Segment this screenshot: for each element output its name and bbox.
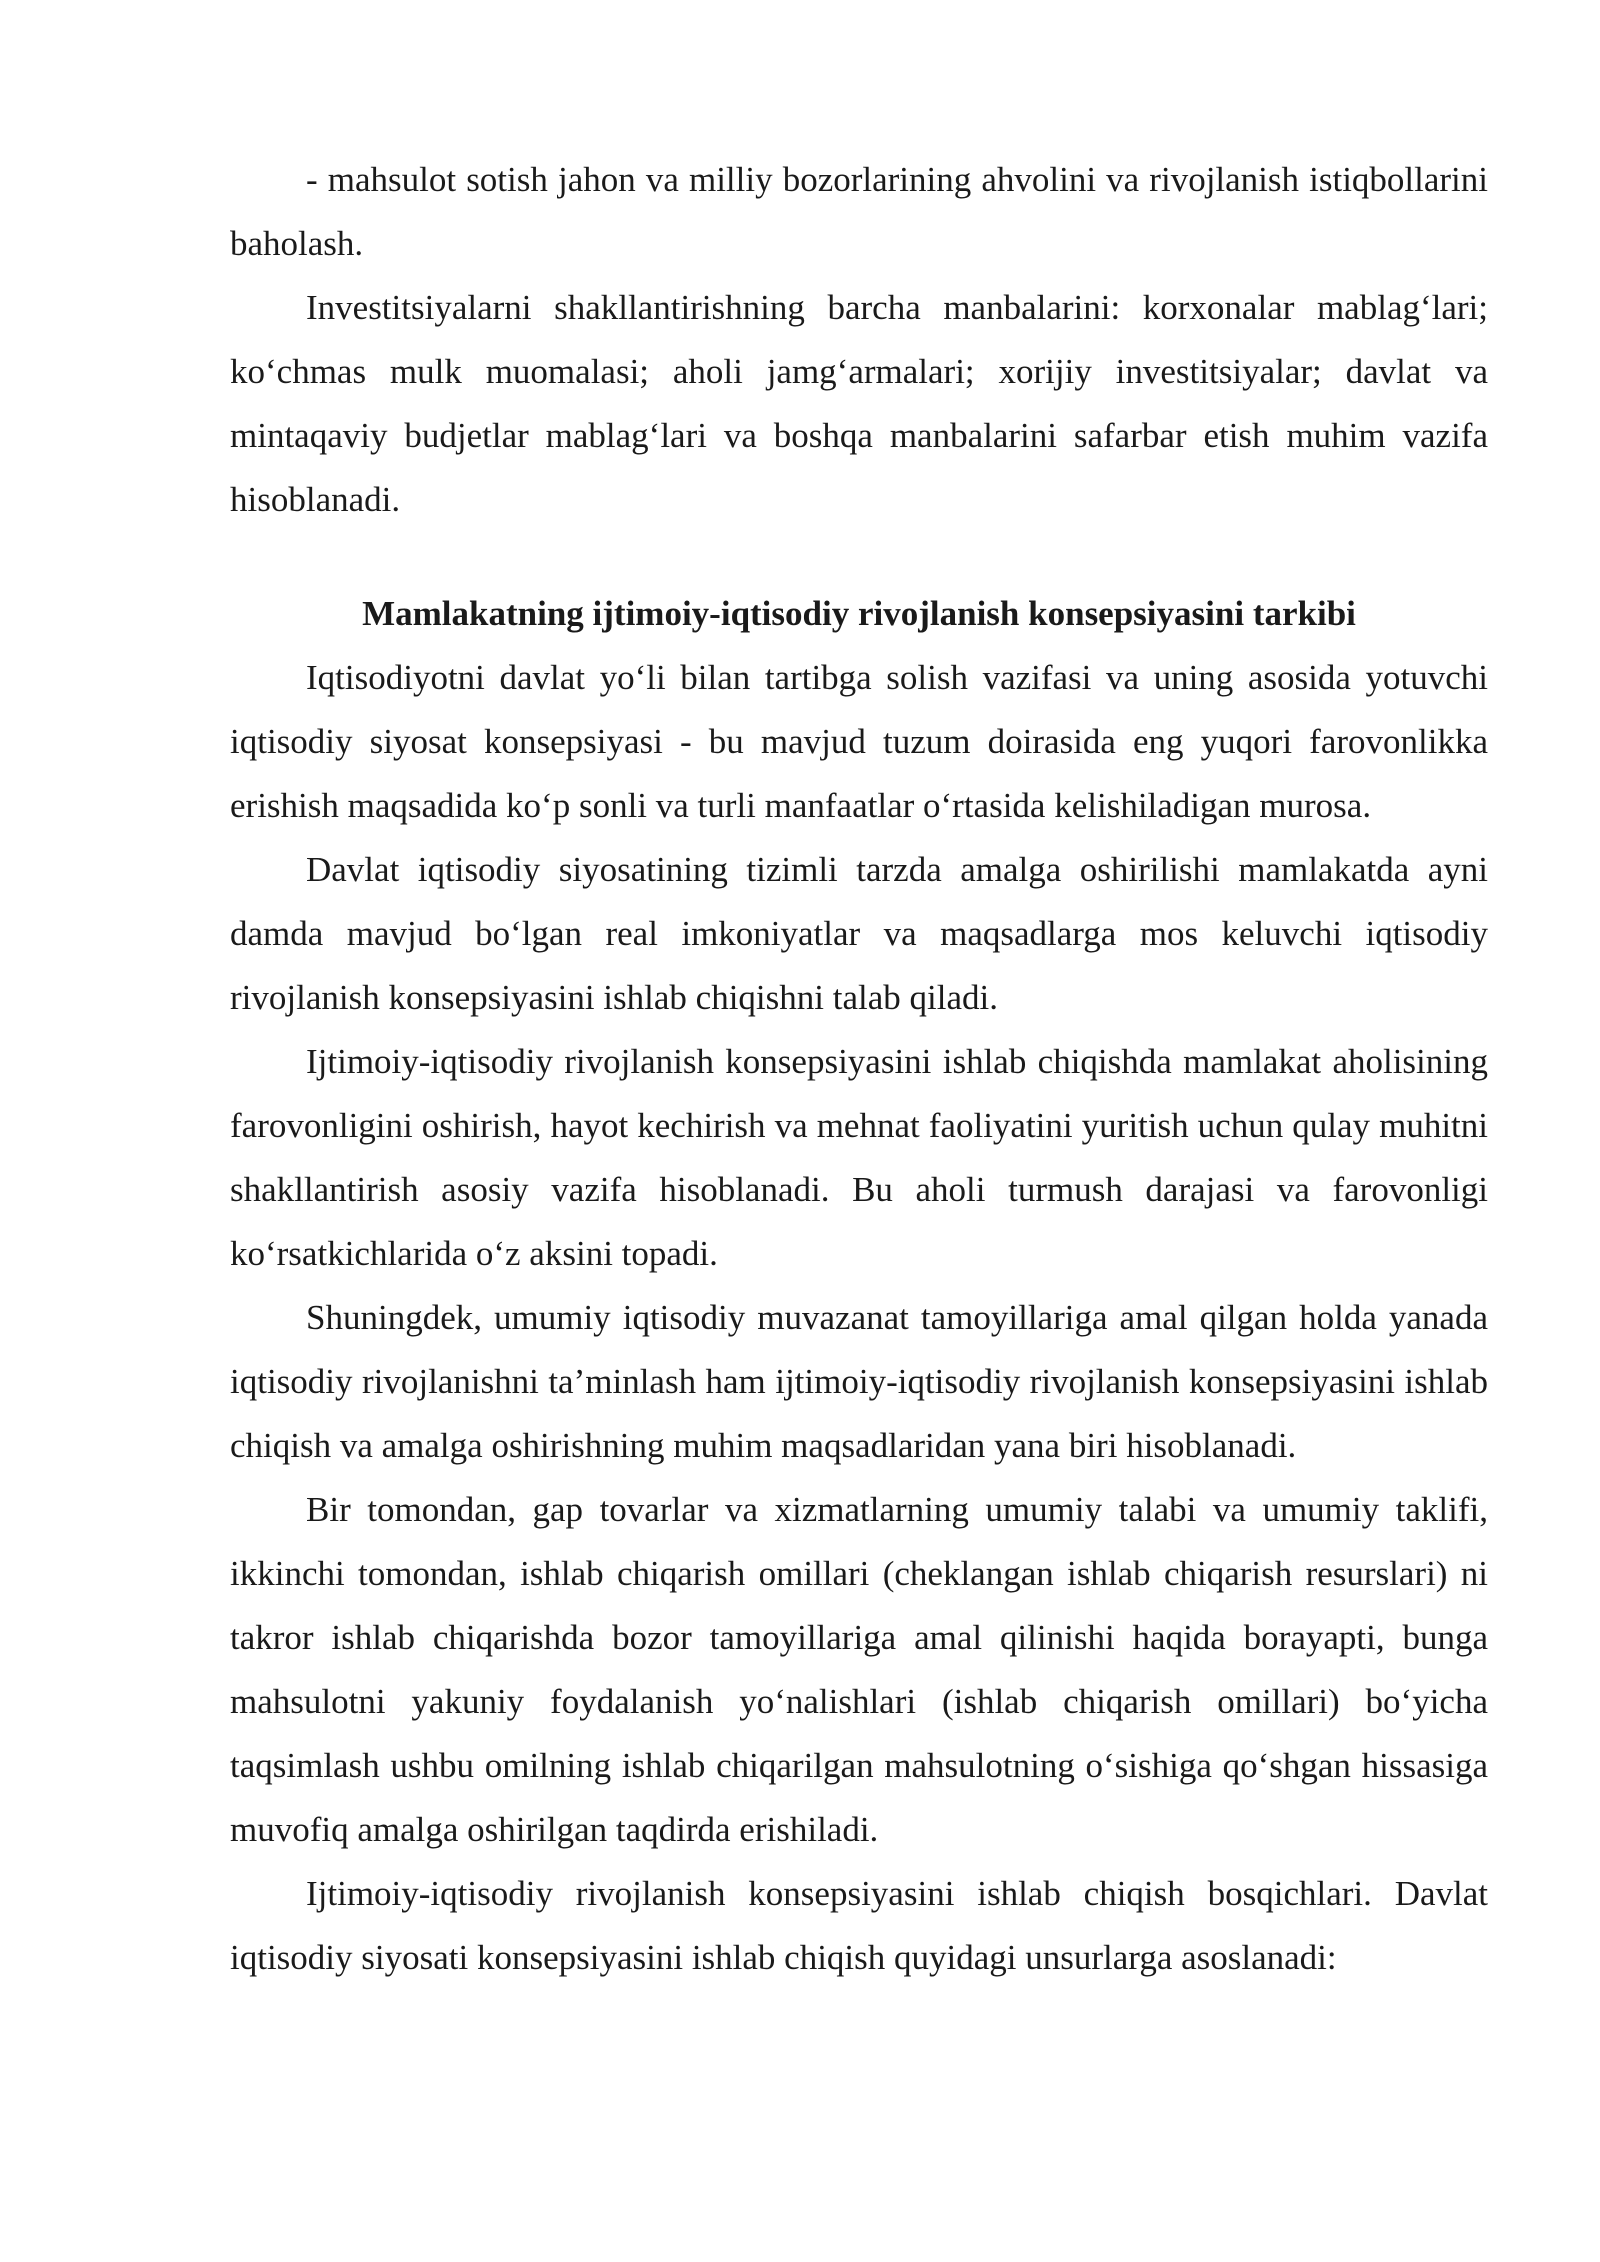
- paragraph-systematic-policy: Davlat iqtisodiy siyosatining tizimli tarzda amalga oshirilishi mamlakatda ayni damda mavjud bo‘lgan real imkoniyatlar va maqsadlarga mos keluvchi iqtisodiy rivojlanish konsepsiyasini ishlab chiqishni talab qiladi.: [230, 850, 1488, 1017]
- paragraph-development-stages: Ijtimoiy-iqtisodiy rivojlanish konsepsiyasini ishlab chiqish bosqichlari. Davlat iqtisodiy siyosati konsepsiyasini ishlab chiqish quyidagi unsurlarga asoslanadi:: [230, 1874, 1488, 1977]
- document-body: [230, 148, 1488, 1990]
- paragraph-supply-demand: Bir tomondan, gap tovarlar va xizmatlarning umumiy talabi va umumiy taklifi, ikkinchi tomondan, ishlab chiqarish omillari (cheklangan ishlab chiqarish resurslari) ni takror ishlab chiqarishda bozor tamoyillariga amal qilinishi haqida borayapti, bunga mahsulotni yakuniy foydalanish yo‘nalishlari (ishlab chiqarish omillari) bo‘yicha taqsimlash ushbu omilning ishlab chiqarilgan mahsulotning o‘sishiga qo‘shgan hissasiga muvofiq amalga oshirilgan taqdirda erishiladi.: [230, 1490, 1488, 1849]
- paragraph-state-regulation: Iqtisodiyotni davlat yo‘li bilan tartibga solish vazifasi va uning asosida yotuvchi iqtisodiy siyosat konsepsiyasi - bu mavjud tuzum doirasida eng yuqori farovonlikka erishish maqsadida ko‘p sonli va turli manfaatlar o‘rtasida kelishiladigan murosa.: [230, 658, 1488, 825]
- paragraph-welfare-goal: Ijtimoiy-iqtisodiy rivojlanish konsepsiyasini ishlab chiqishda mamlakat aholisining farovonligini oshirish, hayot kechirish va mehnat faoliyatini yuritish uchun qulay muhitni shakllantirish asosiy vazifa hisoblanadi. Bu aholi turmush darajasi va farovonligi ko‘rsatkichlarida o‘z aksini topadi.: [230, 1042, 1488, 1273]
- paragraph-investment-sources: Investitsiyalarni shakllantirishning barcha manbalarini: korxonalar mablag‘lari; ko‘chmas mulk muomalasi; aholi jamg‘armalari; xorijiy investitsiyalar; davlat va mintaqaviy budjetlar mablag‘lari va boshqa manbalarini safarbar etish muhim vazifa hisoblanadi.: [230, 288, 1488, 519]
- paragraph-market-assessment: - mahsulot sotish jahon va milliy bozorlarining ahvolini va rivojlanish istiqbollarini baholash.: [230, 160, 1488, 263]
- paragraph-economic-balance: Shuningdek, umumiy iqtisodiy muvazanat tamoyillariga amal qilgan holda yanada iqtisodiy rivojlanishni ta’minlash ham ijtimoiy-iqtisodiy rivojlanish konsepsiyasini ishlab chiqish va amalga oshirishning muhim maqsadlaridan yana biri hisoblanadi.: [230, 1298, 1488, 1465]
- section-heading: Mamlakatning ijtimoiy-iqtisodiy rivojlanish konsepsiyasini tarkibi: [362, 594, 1356, 633]
